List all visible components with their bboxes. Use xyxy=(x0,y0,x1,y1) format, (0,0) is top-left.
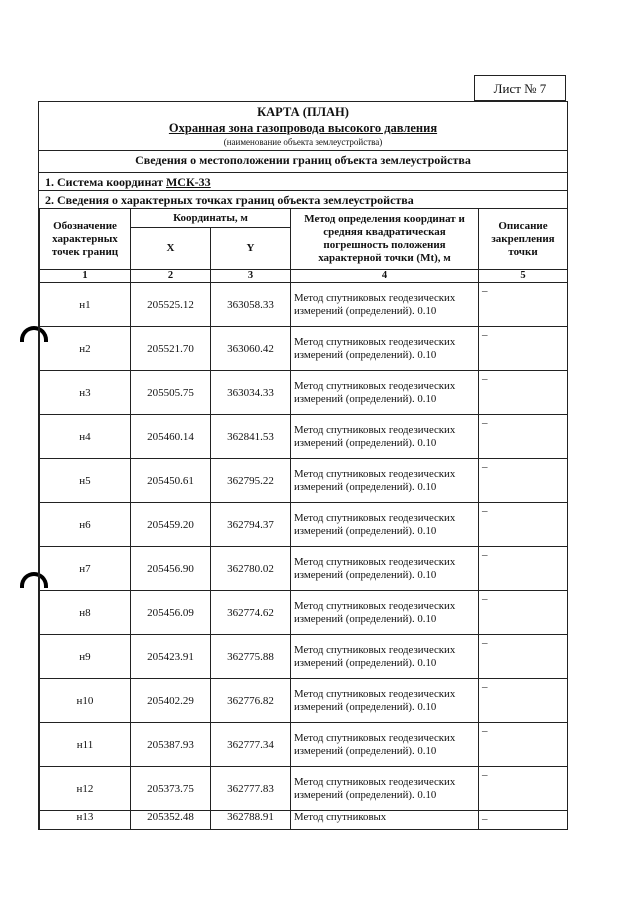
point-description xyxy=(479,459,568,503)
table-row xyxy=(40,767,568,811)
coord-y: 362776.82 xyxy=(211,679,291,723)
point-name: н9 xyxy=(40,635,131,679)
point-description-text: – xyxy=(482,681,488,693)
points-table xyxy=(39,208,568,830)
point-name: н11 xyxy=(40,723,131,767)
point-description xyxy=(479,635,568,679)
coordinate-system-label: 1. Система координат xyxy=(45,175,166,189)
coord-x: 205402.29 xyxy=(131,679,211,723)
coord-y: 363060.42 xyxy=(211,327,291,371)
point-name: н3 xyxy=(40,371,131,415)
coord-y: 362775.88 xyxy=(211,635,291,679)
method-text: Метод спутниковых геодезических измерений (определений). 0.10 xyxy=(291,283,479,327)
coord-x: 205525.12 xyxy=(131,283,211,327)
coord-x: 205456.90 xyxy=(131,547,211,591)
table-row xyxy=(40,503,568,547)
point-description-text: – xyxy=(482,461,488,473)
method-text: Метод спутниковых геодезических измерений (определений). 0.10 xyxy=(291,371,479,415)
point-name: н8 xyxy=(40,591,131,635)
point-description-text: – xyxy=(482,329,488,341)
point-description xyxy=(479,371,568,415)
header-y: Y xyxy=(211,228,291,270)
column-number: 4 xyxy=(291,270,479,283)
point-description-text: – xyxy=(482,549,488,561)
method-text: Метод спутниковых геодезических измерений (определений). 0.10 xyxy=(291,635,479,679)
method-text: Метод спутниковых геодезических измерений (определений). 0.10 xyxy=(291,591,479,635)
column-number-row xyxy=(40,270,568,283)
point-description-text: – xyxy=(482,813,488,825)
point-description xyxy=(479,811,568,830)
header-coordinates: Координаты, м xyxy=(131,209,291,228)
coord-y: 362788.91 xyxy=(211,811,291,830)
method-text: Метод спутниковых геодезических измерений (определений). 0.10 xyxy=(291,503,479,547)
document-header xyxy=(39,101,567,147)
table-row xyxy=(40,591,568,635)
point-description-text: – xyxy=(482,593,488,605)
coord-y: 362777.83 xyxy=(211,767,291,811)
coord-x: 205505.75 xyxy=(131,371,211,415)
point-description xyxy=(479,679,568,723)
section-title: Сведения о местоположении границ объекта землеустройства xyxy=(39,150,567,168)
point-description-text: – xyxy=(482,285,488,297)
coord-x: 205521.70 xyxy=(131,327,211,371)
point-name: н4 xyxy=(40,415,131,459)
method-text: Метод спутниковых геодезических измерений (определений). 0.10 xyxy=(291,547,479,591)
point-name: н13 xyxy=(40,811,131,830)
point-description-text: – xyxy=(482,417,488,429)
point-name: н2 xyxy=(40,327,131,371)
header-description: Описание закрепления точки xyxy=(479,209,568,270)
point-name: н7 xyxy=(40,547,131,591)
points-table-body xyxy=(40,283,568,830)
column-number: 3 xyxy=(211,270,291,283)
table-row xyxy=(40,459,568,503)
coord-x: 205387.93 xyxy=(131,723,211,767)
point-name: н5 xyxy=(40,459,131,503)
point-description-text: – xyxy=(482,505,488,517)
coord-x: 205456.09 xyxy=(131,591,211,635)
table-row xyxy=(40,635,568,679)
point-description xyxy=(479,767,568,811)
coord-x: 205459.20 xyxy=(131,503,211,547)
method-text: Метод спутниковых геодезических измерений (определений). 0.10 xyxy=(291,327,479,371)
table-row xyxy=(40,283,568,327)
coord-x: 205373.75 xyxy=(131,767,211,811)
table-row xyxy=(40,679,568,723)
table-row xyxy=(40,371,568,415)
method-text: Метод спутниковых геодезических измерений (определений). 0.10 xyxy=(291,415,479,459)
table-row xyxy=(40,547,568,591)
table-row xyxy=(40,811,568,830)
point-name: н12 xyxy=(40,767,131,811)
header-x: X xyxy=(131,228,211,270)
column-number: 1 xyxy=(40,270,131,283)
point-description-text: – xyxy=(482,725,488,737)
method-text: Метод спутниковых геодезических измерений (определений). 0.10 xyxy=(291,723,479,767)
coord-y: 362774.62 xyxy=(211,591,291,635)
column-number: 5 xyxy=(479,270,568,283)
point-description xyxy=(479,723,568,767)
coord-x: 205450.61 xyxy=(131,459,211,503)
point-description xyxy=(479,591,568,635)
point-name: н10 xyxy=(40,679,131,723)
point-description xyxy=(479,327,568,371)
coord-y: 362777.34 xyxy=(211,723,291,767)
point-description xyxy=(479,415,568,459)
method-text: Метод спутниковых xyxy=(291,811,479,830)
coord-x: 205460.14 xyxy=(131,415,211,459)
point-description xyxy=(479,503,568,547)
point-description xyxy=(479,547,568,591)
method-text: Метод спутниковых геодезических измерений (определений). 0.10 xyxy=(291,679,479,723)
coord-x: 205352.48 xyxy=(131,811,211,830)
point-description xyxy=(479,283,568,327)
document-frame xyxy=(38,101,568,830)
point-name: н1 xyxy=(40,283,131,327)
points-section-title: 2. Сведения о характерных точках границ объекта землеустройства xyxy=(39,190,567,208)
table-row xyxy=(40,327,568,371)
object-caption: (наименование объекта землеустройства) xyxy=(223,137,383,147)
coord-y: 363058.33 xyxy=(211,283,291,327)
table-row xyxy=(40,415,568,459)
coord-x: 205423.91 xyxy=(131,635,211,679)
coord-y: 362780.02 xyxy=(211,547,291,591)
object-name: Охранная зона газопровода высокого давления xyxy=(168,121,438,135)
sheet-number: Лист № 7 xyxy=(474,75,566,101)
table-row xyxy=(40,723,568,767)
document-title: КАРТА (ПЛАН) xyxy=(257,105,349,119)
coord-y: 363034.33 xyxy=(211,371,291,415)
point-description-text: – xyxy=(482,637,488,649)
point-description-text: – xyxy=(482,769,488,781)
coordinate-system xyxy=(39,172,567,190)
coord-y: 362794.37 xyxy=(211,503,291,547)
method-text: Метод спутниковых геодезических измерений (определений). 0.10 xyxy=(291,767,479,811)
header-designation: Обозначение характерных точек границ xyxy=(40,209,131,270)
point-description-text: – xyxy=(482,373,488,385)
column-number: 2 xyxy=(131,270,211,283)
method-text: Метод спутниковых геодезических измерений (определений). 0.10 xyxy=(291,459,479,503)
coordinate-system-value: МСК-33 xyxy=(165,175,211,189)
coord-y: 362795.22 xyxy=(211,459,291,503)
coord-y: 362841.53 xyxy=(211,415,291,459)
point-name: н6 xyxy=(40,503,131,547)
header-method: Метод определения координат и средняя квадратическая погрешность положения характерной точки (Mt), м xyxy=(291,209,479,270)
